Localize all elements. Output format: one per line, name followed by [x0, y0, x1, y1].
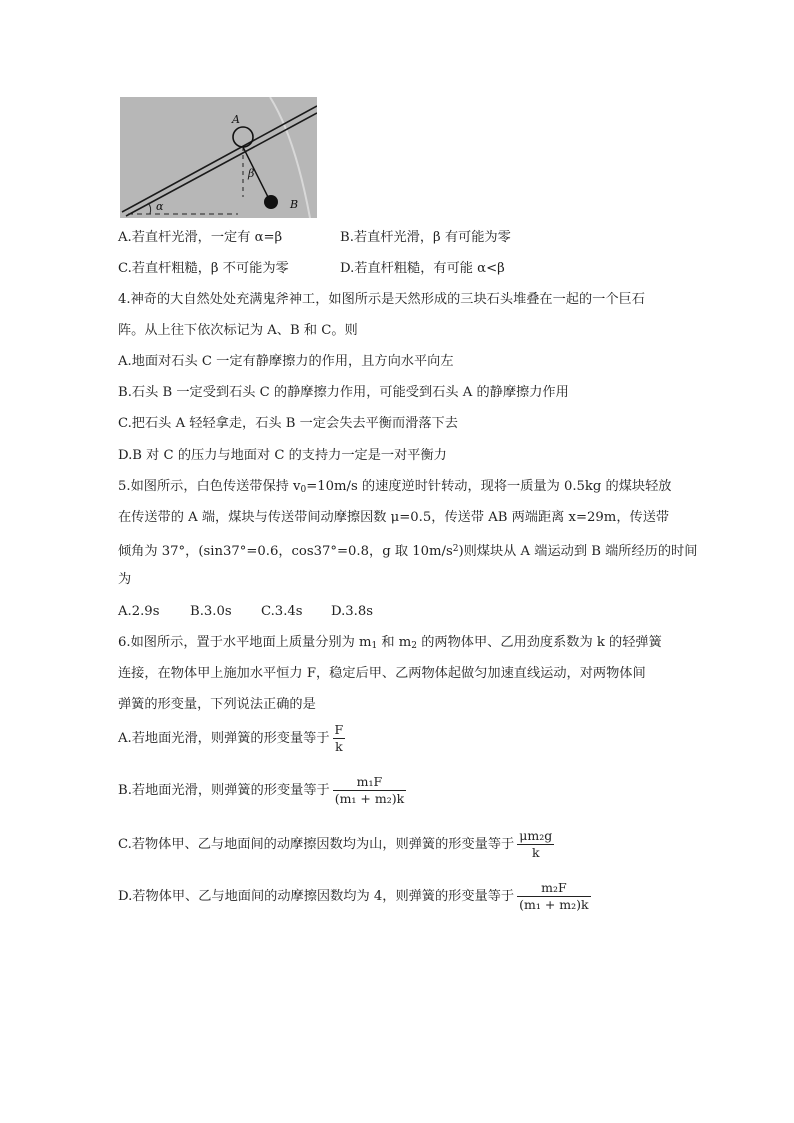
q4-option-c: C.把石头 A 轻轻拿走，石头 B 一定会失去平衡而滑落下去 [118, 416, 458, 431]
label-beta: β [248, 167, 255, 180]
q6-stem-line-3: 弹簧的形变量，下列说法正确的是 [118, 697, 316, 712]
fraction-c: $\frac{\text{μm₂g}}{k}$ [519, 828, 553, 860]
q3-option-b: B.若直杆光滑，β 有可能为零 [340, 230, 511, 245]
q5-stem-line-3: 倾角为 37°，(sin37°=0.6，cos37°=0.8，g 取 $10m/s^2$)则煤块从 A 端运动到 B 端所经历的时间 [118, 544, 698, 559]
q6-option-d: D.若物体甲、乙与地面间的动摩擦因数均为 4，则弹簧的形变量等于 $\frac{\text{m₂F}}{\text{(m₁ + m₂)k}}$ [118, 880, 589, 912]
fraction-d: $\frac{\text{m₂F}}{\text{(m₁ + m₂)k}}$ [519, 880, 589, 912]
pendulum-rod-diagram [120, 97, 317, 218]
q6-stem-line-1: 6.如图所示，置于水平地面上质量分别为 $m_1$ 和 $m_2$ 的两物体甲、乙用劲度系数为 k 的轻弹簧 [118, 635, 662, 651]
q5-stem-line-1: 5.如图所示，白色传送带保持 $v_0=10m/s$ 的速度逆时针转动，现将一质量为 0.5kg 的煤块轻放 [118, 479, 672, 495]
fraction-b: $\frac{\text{m₁F}}{\text{(m₁ + m₂)k}}$ [334, 774, 405, 806]
label-a: A [232, 113, 240, 126]
label-alpha: α [156, 200, 164, 213]
q5-option-b: B.3.0s [190, 604, 232, 619]
q3-option-c: C.若直杆粗糙，β 不可能为零 [118, 261, 289, 276]
q4-stem-line-1: 4.神奇的大自然处处充满鬼斧神工，如图所示是天然形成的三块石头堆叠在一起的一个巨石 [118, 292, 645, 307]
q5-option-c: C.3.4s [261, 604, 303, 619]
q4-option-b: B.石头 B 一定受到石头 C 的静摩擦力作用，可能受到石头 A 的静摩擦力作用 [118, 385, 569, 400]
q6-stem-line-2: 连接，在物体甲上施加水平恒力 F，稳定后甲、乙两物体起做匀加速直线运动，对两物体间 [118, 666, 646, 681]
label-b: B [290, 198, 299, 211]
q4-option-d: D.B 对 C 的压力与地面对 C 的支持力一定是一对平衡力 [118, 448, 447, 463]
q5-options [118, 603, 373, 621]
pendulum-rod-figure [120, 97, 317, 218]
q6-option-c: C.若物体甲、乙与地面间的动摩擦因数均为山，则弹簧的形变量等于 $\frac{\text{μm₂g}}{k}$ [118, 828, 553, 860]
q6-option-a: A.若地面光滑，则弹簧的形变量等于 $\frac{F}{k}$ [118, 722, 344, 754]
q4-stem-line-2: 阵。从上往下依次标记为 A、B 和 C。则 [118, 323, 358, 338]
q6-option-b: B.若地面光滑，则弹簧的形变量等于 $\frac{\text{m₁F}}{\text{(m₁ + m₂)k}}$ [118, 774, 405, 806]
q3-option-a: A.若直杆光滑，一定有 α=β [118, 230, 283, 245]
q3-option-d: D.若直杆粗糙，有可能 α<β [340, 261, 505, 276]
q4-option-a: A.地面对石头 C 一定有静摩擦力的作用，且方向水平向左 [118, 354, 454, 369]
q5-stem-line-4: 为 [118, 572, 132, 587]
q5-option-d: D.3.8s [331, 604, 374, 619]
q5-stem-line-2: 在传送带的 A 端，煤块与传送带间动摩擦因数 μ=0.5，传送带 AB 两端距离 x=29m，传送带 [118, 510, 670, 525]
fraction-a: $\frac{F}{k}$ [334, 722, 344, 754]
q5-option-a: A.2.9s [118, 604, 160, 619]
